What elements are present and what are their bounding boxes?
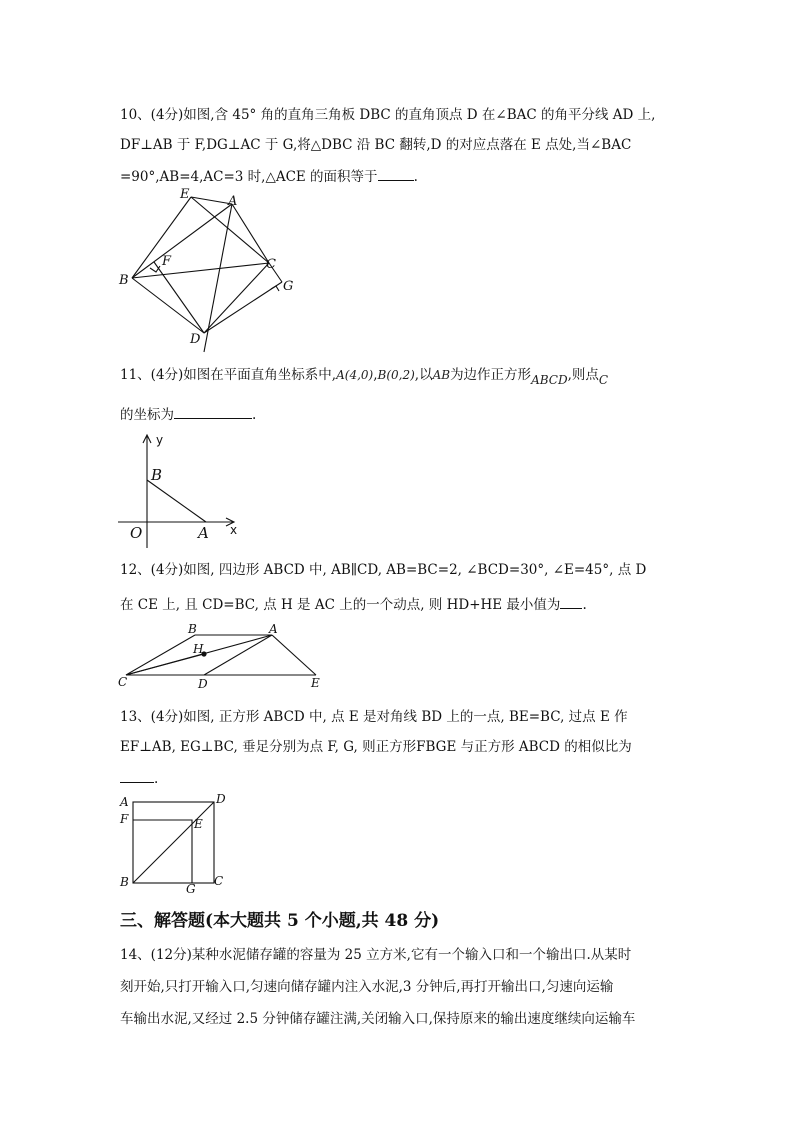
q10-label-G: G [283,279,294,294]
q12-line2-text: 在 CE 上, 且 CD=BC, 点 H 是 AC 上的一个动点, 则 HD+HE 最小值为 [120,597,561,613]
q13-label-G: G [186,882,196,896]
q12-line2-end: . [582,597,587,613]
q10-label-A: A [228,194,238,209]
q13-line2: EF⊥AB, EG⊥BC, 垂足分别为点 F, G, 则正方形FBGE 与正方形 ABCD 的相似比为 [120,739,632,755]
q12-label-C: C [118,675,128,689]
q14-line3: 车输出水泥,又经过 2.5 分钟储存罐注满,关闭输入口,保持原来的输出速度继续向运输车 [120,1011,636,1027]
q12-label-E: E [311,676,320,690]
q11-line1 [120,366,609,387]
q10-label-E: E [180,187,190,202]
q12-line1: 12、(4分)如图, 四边形 ABCD 中, AB∥CD, AB=BC=2, ∠BCD=30°, ∠E=45°, 点 D [120,562,647,578]
q10-label-F: F [162,254,172,269]
q11-mid2: 为边作正方形 [450,367,532,383]
q12-label-D: D [198,677,208,691]
q11-label-y: y [156,433,164,447]
q13-line3-end: . [154,771,159,787]
q10-figure [110,186,310,356]
q11-line2 [120,404,256,424]
q12-line2 [120,594,587,614]
q10-label-C: C [266,257,276,272]
q11-point-C: C [598,373,609,387]
q10-label-B: B [119,273,129,288]
q14-line1: 14、(12分)某种水泥储存罐的容量为 25 立方米,它有一个输入口和一个输出口.从某时 [120,947,632,963]
q13-line1: 13、(4分)如图, 正方形 ABCD 中, 点 E 是对角线 BD 上的一点, BE=BC, 过点 E 作 [120,709,628,725]
q12-label-B: B [188,622,197,636]
q13-label-E: E [194,817,203,831]
q12-label-H: H [193,642,204,656]
q11-mid3: ,则点 [567,367,599,383]
q12-figure [116,620,326,692]
q12-answer-blank [560,594,582,609]
q11-point-B: B(0,2) [377,368,415,382]
section-heading: 三、解答题(本大题共 5 个小题,共 48 分) [120,911,440,931]
q10-line3-text: =90°,AB=4,AC=3 时,△ACE 的面积等于 [120,169,378,185]
q13-figure [116,790,236,895]
q11-mid: ,以 [414,367,433,383]
q11-figure [116,430,246,550]
q11-label-O: O [130,524,143,542]
q11-label-x: x [230,523,238,537]
q11-line2-text: 的坐标为 [120,407,174,423]
q10-line3 [120,166,418,186]
q10-label-D: D [190,332,201,347]
q13-label-D: D [216,792,226,806]
q11-label-B: B [151,466,163,484]
q13-label-C: C [214,874,224,888]
q10-answer-blank [378,166,414,181]
q12-label-A: A [269,622,278,636]
q11-line2-end: . [252,407,257,423]
q13-label-A: A [120,795,129,809]
q10-line2: DF⊥AB 于 F,DG⊥AC 于 G,将△DBC 沿 BC 翻转,D 的对应点落在 E 点处,当∠BAC [120,137,632,153]
q11-prefix: 11、(4分)如图在平面直角坐标系中, [120,367,337,383]
q10-line1: 10、(4分)如图,含 45° 角的直角三角板 DBC 的直角顶点 D 在∠BAC 的角平分线 AD 上, [120,107,656,123]
q13-label-B: B [120,875,129,889]
q13-answer-blank [120,768,154,783]
q13-line3 [120,768,158,788]
q11-answer-blank [174,404,252,419]
q10-line3-end: . [413,169,418,185]
q11-label-A: A [198,524,209,542]
q11-seg-AB: AB [432,368,451,382]
q11-point-A: A(4,0) [336,368,374,382]
q14-line2: 刻开始,只打开输入口,匀速向储存罐内注入水泥,3 分钟后,再打开输出口,匀速向运输 [120,979,614,995]
q13-label-F: F [120,812,129,826]
q11-square-ABCD: ABCD [531,373,568,387]
q11-comma: , [373,367,378,383]
